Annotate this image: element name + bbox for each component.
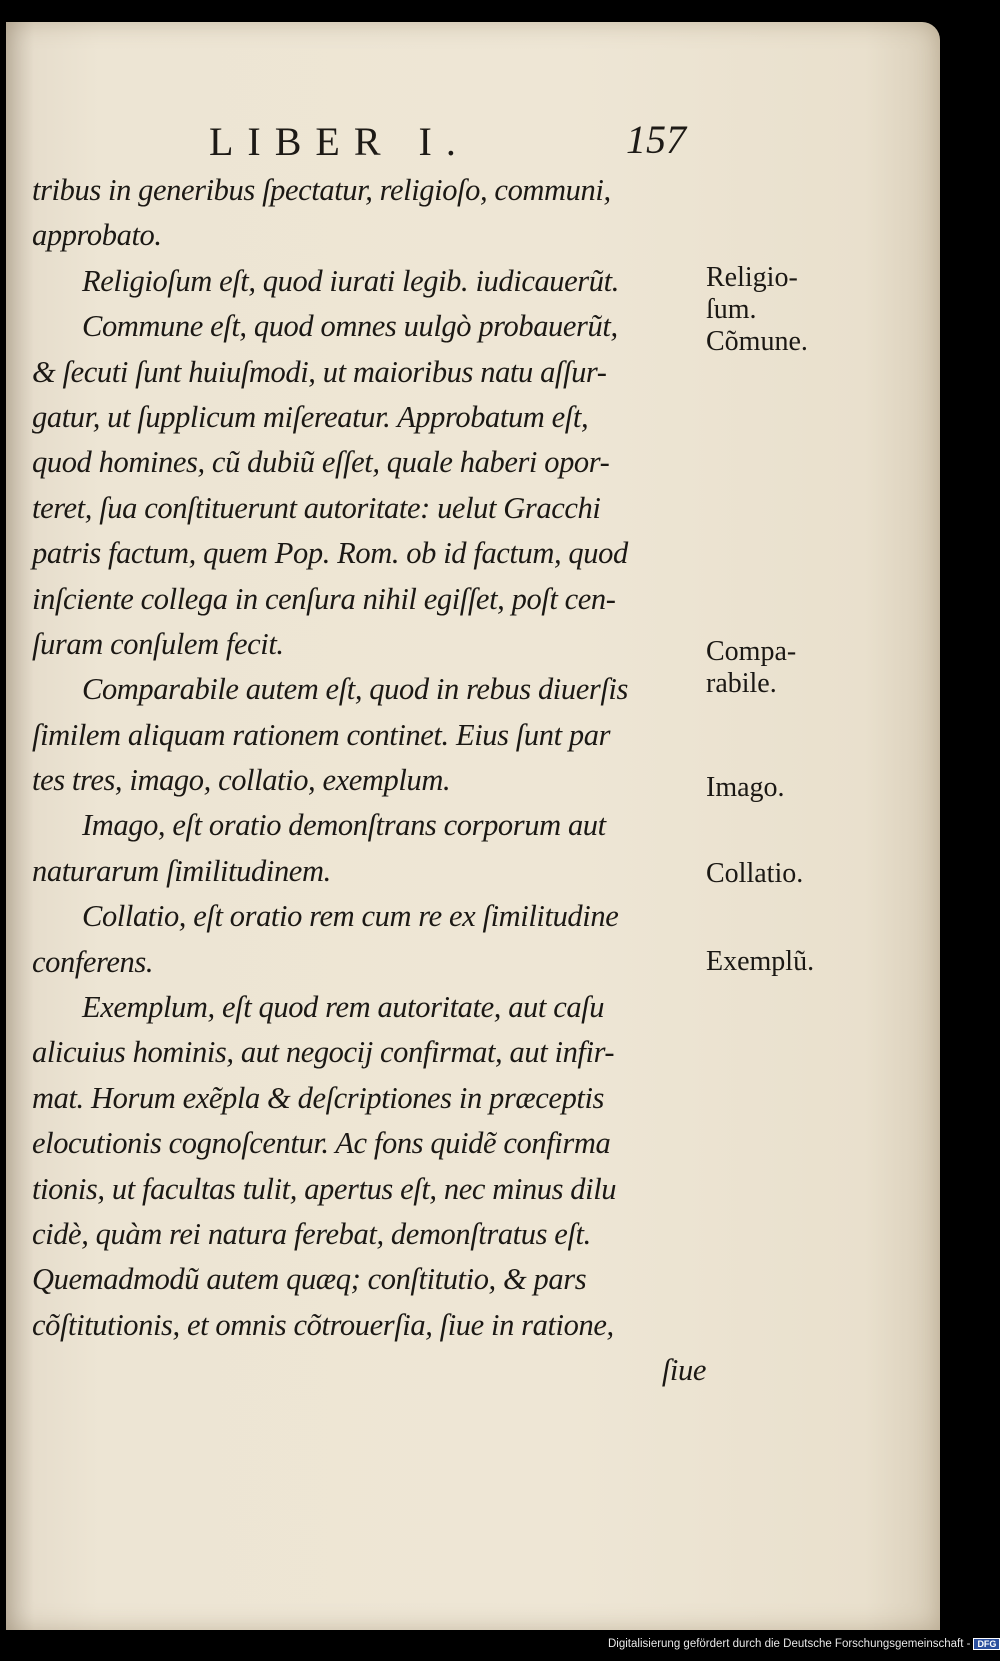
digitization-credit xyxy=(608,1638,997,1656)
text-line: inſciente collega in cenſura nihil egiſſet, poſt cen- xyxy=(32,581,616,616)
marginal-note: Cõmune. xyxy=(706,326,808,357)
text-line: elocutionis cognoſcentur. Ac fons quidẽ confirma xyxy=(32,1126,611,1161)
text-line: tionis, ut facultas tulit, apertus eſt, nec minus dilu xyxy=(32,1171,617,1206)
marginal-note: Imago. xyxy=(706,772,785,803)
text-line: naturarum ſimilitudinem. xyxy=(32,853,331,888)
marginal-note: rabile. xyxy=(706,668,777,699)
text-line: conferens. xyxy=(32,944,154,979)
text-line: Quemadmodũ autem quæq; conſtitutio, & pars xyxy=(32,1262,587,1297)
text-line: Comparabile autem eſt, quod in rebus diuerſis xyxy=(82,672,628,707)
marginal-note: Compa- xyxy=(706,636,797,667)
text-line: quod homines, cũ dubiũ eſſet, quale haberi opor- xyxy=(32,445,610,480)
marginal-note: Religio- xyxy=(706,262,798,293)
text-line: patris factum, quem Pop. Rom. ob id factum, quod xyxy=(32,536,628,571)
main-text-block xyxy=(32,168,712,1394)
running-head: LIBER I. xyxy=(209,119,470,164)
text-line: cõſtitutionis, et omnis cõtrouerſia, ſiue in ratione, xyxy=(32,1307,614,1342)
credit-text: Digitalisierung gefördert durch die Deutsche Forschungsgemeinschaft - xyxy=(608,1638,971,1651)
text-line: Religioſum eſt, quod iurati legib. iudicauerũt. xyxy=(82,263,619,298)
text-line: ſimilem aliquam rationem continet. Eius ſunt par xyxy=(32,717,611,752)
page-header xyxy=(6,118,706,164)
text-line: Collatio, eſt oratio rem cum re ex ſimilitudine xyxy=(82,899,619,934)
dfg-logo: DFG xyxy=(973,1638,1000,1650)
text-line: ſuram conſulem fecit. xyxy=(32,626,284,661)
page-number: 157 xyxy=(626,117,686,162)
text-line: Commune eſt, quod omnes uulgò probauerũt, xyxy=(82,309,618,344)
text-line: & ſecuti ſunt huiuſmodi, ut maioribus natu aſſur- xyxy=(32,354,607,389)
text-line: gatur, ut ſupplicum miſereatur. Approbatum eſt, xyxy=(32,399,589,434)
marginal-note: ſum. xyxy=(706,294,757,325)
text-line: alicuius hominis, aut negocij confirmat, aut infir- xyxy=(32,1035,615,1070)
text-line: teret, ſua conſtituerunt autoritate: uelut Gracchi xyxy=(32,490,601,525)
text-line: approbato. xyxy=(32,218,162,253)
catchword: ſiue xyxy=(661,1353,706,1388)
text-line: tes tres, imago, collatio, exemplum. xyxy=(32,763,451,798)
text-line: tribus in generibus ſpectatur, religioſo, communi, xyxy=(32,173,611,207)
text-line: Exemplum, eſt quod rem autoritate, aut caſu xyxy=(82,990,605,1025)
text-line: Imago, eſt oratio demonſtrans corporum aut xyxy=(82,808,606,843)
book-page xyxy=(6,22,940,1630)
marginal-note: Exemplũ. xyxy=(706,946,815,977)
text-line: mat. Horum exẽpla & deſcriptiones in præceptis xyxy=(32,1080,605,1115)
marginal-note: Collatio. xyxy=(706,858,804,889)
text-line: cidè, quàm rei natura ferebat, demonſtratus eſt. xyxy=(32,1216,591,1251)
